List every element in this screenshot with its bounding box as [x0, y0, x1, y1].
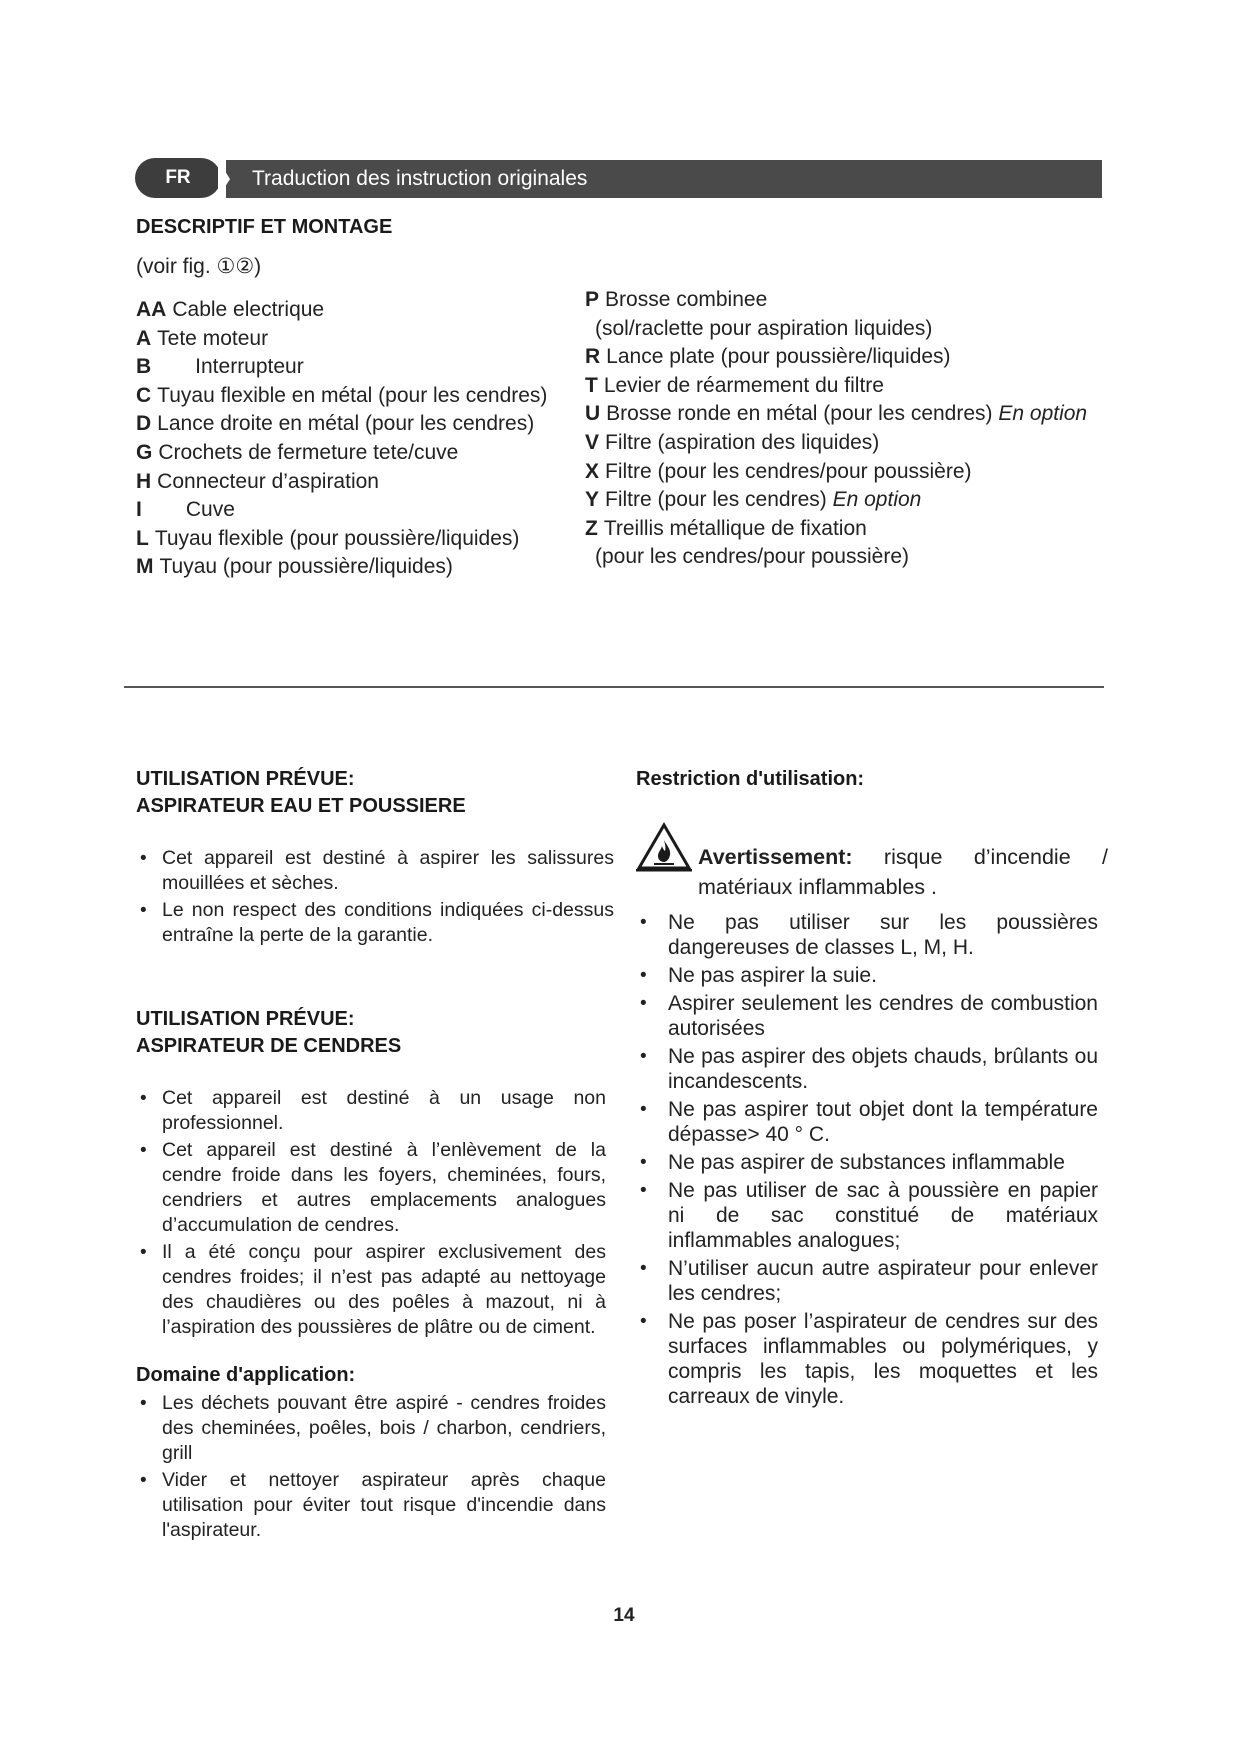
part-item [585, 515, 1087, 544]
part-code: L [136, 526, 149, 550]
list-item-text: Vider et nettoyer aspirateur après chaque utilisation pour éviter tout risque d'incendie dans l'aspirateur. [162, 1469, 606, 1541]
part-code: C [136, 383, 152, 407]
list-item-text: Ne pas utiliser sur les poussières dangereuses de classes L, M, H. [668, 911, 1098, 959]
part-code: V [585, 430, 600, 454]
usage-eau-list [136, 846, 614, 950]
option-label: En option [832, 488, 922, 512]
part-text: Connecteur d’aspiration [157, 469, 379, 493]
section-divider [124, 686, 1104, 688]
part-code: T [585, 373, 598, 397]
title-line: UTILISATION PRÉVUE: [136, 768, 355, 790]
part-code: G [136, 440, 153, 464]
fire-warning-icon [636, 822, 692, 877]
title-line: ASPIRATEUR DE CENDRES [136, 1035, 402, 1057]
title-line: UTILISATION PRÉVUE: [136, 1008, 355, 1030]
parts-list-left [136, 296, 547, 582]
part-item [136, 496, 547, 525]
part-code: M [136, 555, 154, 579]
part-item [585, 343, 1087, 372]
list-item: • Ne pas aspirer la suie. [640, 964, 877, 987]
part-code: Y [585, 488, 600, 512]
list-item: • Les déchets pouvant être aspiré - cendres froides des cheminées, poêles, bois / charbon, cendriers, grill [140, 1392, 606, 1464]
list-item-text: Ne pas poser l’aspirateur de cendres sur des surfaces inflammables ou polymériques, y compris les tapis, les moquettes et les carreaux de vinyle. [668, 1310, 1098, 1408]
part-code: Z [585, 516, 598, 540]
part-code: U [585, 402, 601, 426]
part-item [136, 553, 547, 582]
list-item: • N’utiliser aucun autre aspirateur pour enlever les cendres; [640, 1257, 1098, 1305]
part-item [136, 525, 547, 554]
list-item-text: Cet appareil est destiné à un usage non professionnel. [162, 1087, 606, 1134]
part-text: Crochets de fermeture tete/cuve [158, 440, 459, 464]
part-text: Tuyau (pour poussière/liquides) [159, 555, 453, 579]
part-code: H [136, 469, 152, 493]
list-item-text: Ne pas aspirer tout objet dont la température dépasse> 40 ° C. [668, 1098, 1098, 1146]
section-title-domaine: Domaine d'application: [136, 1364, 356, 1386]
part-text: Tuyau flexible (pour poussière/liquides) [154, 526, 520, 550]
page-number: 14 [613, 1605, 635, 1626]
list-item-text: Ne pas aspirer la suie. [668, 964, 877, 987]
part-code: X [585, 459, 600, 483]
domaine-list [136, 1391, 606, 1545]
part-code: R [585, 345, 601, 369]
section-title-descriptif: DESCRIPTIF ET MONTAGE [136, 216, 393, 238]
language-badge: FR [135, 158, 221, 198]
header-title: Traduction des instruction originales [252, 167, 588, 190]
part-text: Filtre (pour les cendres/pour poussière) [605, 459, 972, 483]
warning-message [698, 842, 1108, 902]
part-text: Lance plate (pour poussière/liquides) [606, 345, 951, 369]
list-item-text: Il a été conçu pour aspirer exclusivement des cendres froides; il n’est pas adapté au nettoyage des chaudières ou des poêles à mazout, ni à l’aspiration des poussières de plâtre ou de ciment. [162, 1241, 606, 1338]
list-item: • Ne pas aspirer de substances inflammable [640, 1151, 1065, 1174]
part-item-continuation [585, 543, 1087, 572]
list-item-text: Ne pas aspirer de substances inflammable [668, 1151, 1065, 1174]
section-title-usage-eau [136, 766, 466, 820]
part-item [585, 372, 1087, 401]
part-code: I [136, 498, 142, 522]
part-item [136, 468, 547, 497]
part-item [136, 296, 547, 325]
usage-cendres-list [136, 1086, 606, 1342]
list-item: • Ne pas poser l’aspirateur de cendres sur des surfaces inflammables ou polymériques, y compris les tapis, les moquettes et les carreaux de vinyle. [640, 1310, 1098, 1408]
list-item: • Il a été conçu pour aspirer exclusivement des cendres froides; il n’est pas adapté au nettoyage des chaudières ou des poêles à mazout, ni à l’aspiration des poussières de plâtre ou de ciment. [140, 1241, 606, 1338]
part-text: Brosse combinee [605, 288, 768, 311]
part-text: Cable electrique [172, 298, 325, 321]
part-item [585, 286, 1087, 315]
part-item [136, 382, 547, 411]
list-item: • Aspirer seulement les cendres de combustion autorisées [640, 992, 1098, 1040]
list-item: • Cet appareil est destiné à un usage non professionnel. [140, 1087, 606, 1134]
part-code: A [136, 326, 152, 350]
part-item-continuation [585, 315, 1087, 344]
part-item [136, 353, 547, 382]
list-item: • Ne pas aspirer des objets chauds, brûlants ou incandescents. [640, 1045, 1098, 1093]
list-item-text: Ne pas utiliser de sac à poussière en papier ni de sac constitué de matériaux inflammables analogues; [668, 1179, 1098, 1252]
part-text: (pour les cendres/pour poussière) [595, 545, 909, 569]
part-text: Tuyau flexible en métal (pour les cendres) [157, 383, 548, 407]
parts-list-right [585, 286, 1087, 572]
warning-label: Avertissement: [698, 845, 853, 869]
section-title-restriction: Restriction d'utilisation: [636, 768, 865, 790]
part-text: Filtre (pour les cendres) [605, 488, 827, 512]
list-item-text: Ne pas aspirer des objets chauds, brûlants ou incandescents. [668, 1045, 1098, 1093]
title-line: ASPIRATEUR EAU ET POUSSIERE [136, 795, 466, 817]
list-item-text: Aspirer seulement les cendres de combustion autorisées [668, 992, 1098, 1040]
list-item: • Ne pas aspirer tout objet dont la température dépasse> 40 ° C. [640, 1098, 1098, 1146]
list-item: • Cet appareil est destiné à aspirer les salissures mouillées et sèches. [140, 847, 614, 894]
part-code: D [136, 412, 152, 436]
part-text: Lance droite en métal (pour les cendres) [157, 412, 535, 436]
part-item [585, 429, 1087, 458]
list-item: • Ne pas utiliser de sac à poussière en papier ni de sac constitué de matériaux inflammables analogues; [640, 1179, 1098, 1252]
part-text: (sol/raclette pour aspiration liquides) [595, 316, 933, 340]
list-item: • Cet appareil est destiné à l’enlèvement de la cendre froide dans les foyers, cheminées, fours, cendriers et autres emplacements analogues d’accumulation de cendres. [140, 1139, 606, 1236]
part-code: AA [136, 298, 167, 321]
list-item-text: Les déchets pouvant être aspiré - cendres froides des cheminées, poêles, bois / charbon, cendriers, grill [162, 1392, 606, 1464]
part-item [585, 458, 1087, 487]
part-text: Brosse ronde en métal (pour les cendres) [606, 402, 993, 426]
part-text: Filtre (aspiration des liquides) [605, 430, 880, 454]
part-text: Levier de réarmement du filtre [603, 373, 884, 397]
figure-reference: (voir fig. ①②) [136, 255, 262, 278]
part-code: B [136, 355, 152, 379]
part-item [136, 410, 547, 439]
list-item: • Le non respect des conditions indiquées ci-dessus entraîne la perte de la garantie. [140, 899, 614, 946]
part-text: Interrupteur [195, 355, 304, 379]
part-item [585, 486, 1087, 515]
option-label: En option [998, 402, 1088, 426]
list-item: • Vider et nettoyer aspirateur après chaque utilisation pour éviter tout risque d'incendie dans l'aspirateur. [140, 1469, 606, 1541]
warning-text: risque d’incendie / matériaux inflammables . [698, 845, 1108, 899]
part-item [136, 439, 547, 468]
section-title-usage-cendres [136, 1006, 401, 1060]
list-item-text: Le non respect des conditions indiquées ci-dessus entraîne la perte de la garantie. [162, 899, 614, 946]
part-code: P [585, 288, 600, 311]
list-item-text: Cet appareil est destiné à l’enlèvement de la cendre froide dans les foyers, cheminées, fours, cendriers et autres emplacements analogues d’accumulation de cendres. [162, 1139, 606, 1236]
part-text: Cuve [185, 498, 235, 522]
part-text: Tete moteur [157, 326, 269, 350]
part-text: Treillis métallique de fixation [603, 516, 867, 540]
part-item [136, 325, 547, 354]
list-item-text: Cet appareil est destiné à aspirer les salissures mouillées et sèches. [162, 847, 614, 894]
restriction-list [636, 910, 1098, 1412]
list-item-text: N’utiliser aucun autre aspirateur pour enlever les cendres; [668, 1257, 1098, 1305]
list-item: • Ne pas utiliser sur les poussières dangereuses de classes L, M, H. [640, 911, 1098, 959]
part-item [585, 400, 1087, 429]
